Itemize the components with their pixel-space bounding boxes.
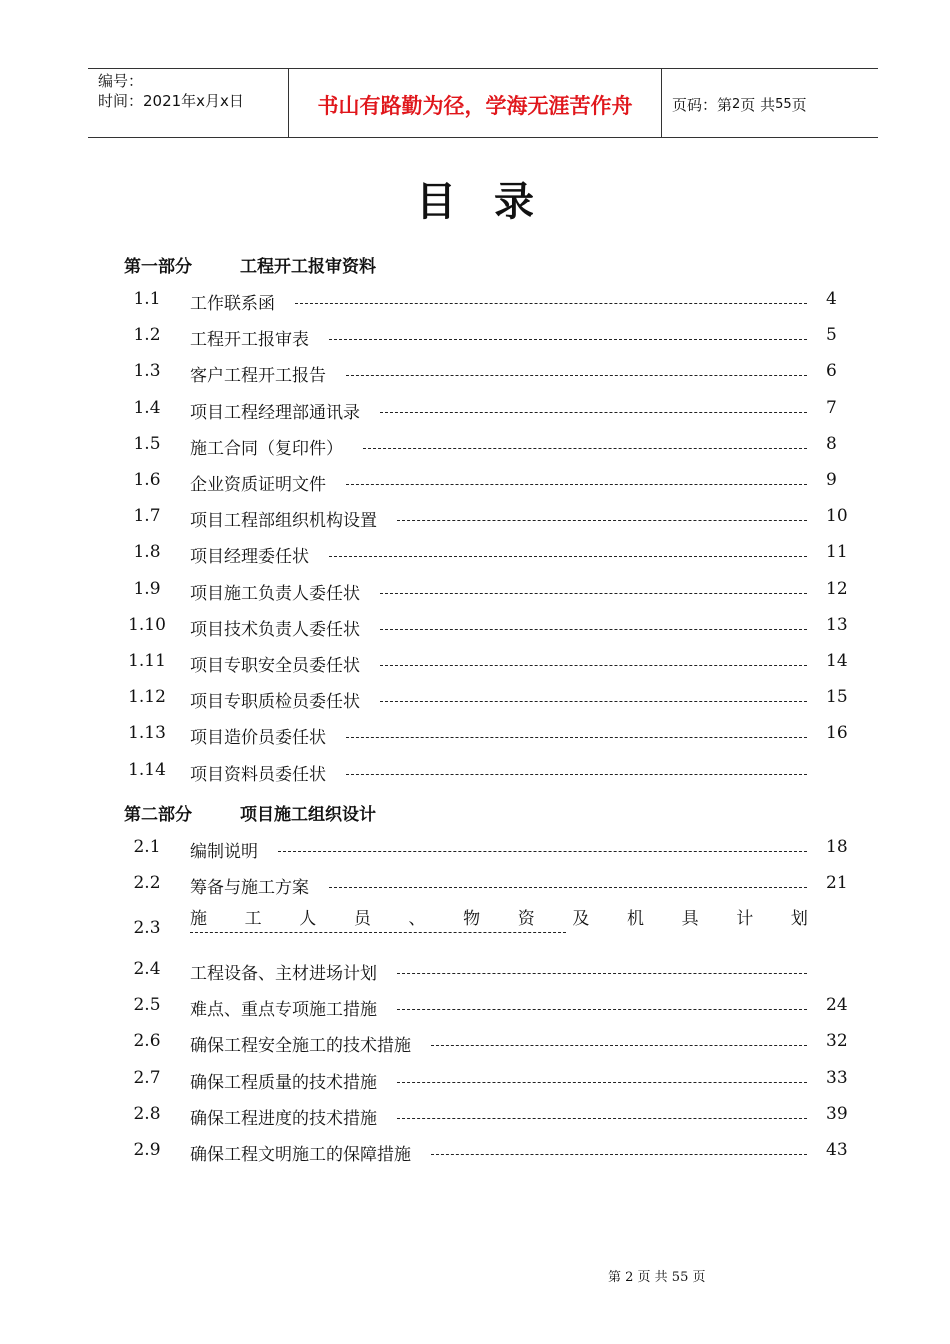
toc-number: 1.1 (133, 289, 161, 309)
toc-page-number: 5 (826, 325, 837, 346)
toc-text: 客户工程开工报告 (190, 366, 326, 387)
toc-row[interactable] (0, 325, 950, 351)
toc-page-number: 14 (826, 651, 848, 671)
toc-page-number: 39 (826, 1103, 848, 1124)
toc-number: 1.9 (133, 578, 161, 599)
toc-row[interactable] (0, 723, 950, 749)
toc-text-char: 具 (681, 909, 699, 929)
toc-leader (380, 412, 807, 413)
toc-number: 2.3 (133, 918, 161, 938)
toc-text-char: 施 (190, 909, 207, 929)
toc-text-char: 工 (244, 909, 262, 929)
toc-text-char: 、 (408, 909, 426, 929)
toc-text: 项目专职安全员委任状 (190, 656, 360, 676)
header-page-info (662, 69, 878, 137)
toc-leader (346, 737, 807, 738)
time-label: 时间：2021年x月x日 (98, 92, 244, 110)
toc-row[interactable] (0, 398, 950, 424)
toc-text: 工程开工报审表 (190, 330, 309, 351)
toc-row[interactable] (0, 760, 950, 786)
toc-number: 2.2 (133, 873, 161, 894)
toc-number: 1.2 (133, 325, 161, 346)
toc-number: 1.13 (128, 723, 166, 744)
toc-number: 1.8 (133, 542, 161, 563)
toc-text: 确保工程进度的技术措施 (190, 1108, 377, 1129)
toc-leader (380, 665, 807, 666)
toc-leader (190, 932, 566, 933)
toc-number: 1.12 (128, 687, 166, 708)
toc-row[interactable] (0, 687, 950, 713)
toc-number: 2.6 (133, 1031, 161, 1052)
toc-page-number: 33 (826, 1067, 848, 1088)
toc-leader (380, 629, 807, 630)
toc-leader (397, 1082, 807, 1083)
toc-number: 1.6 (133, 470, 161, 490)
toc-text: 项目造价员委任状 (190, 728, 326, 749)
part-label: 第二部分 (124, 805, 192, 825)
toc-leader (278, 851, 807, 852)
toc-text: 施工合同（复印件） (190, 438, 343, 459)
page-header (88, 68, 878, 138)
toc-text-char: 员 (353, 909, 371, 929)
toc-text: 筹备与施工方案 (190, 878, 309, 899)
toc-leader (329, 887, 807, 888)
toc-leader (329, 556, 807, 557)
page-mid: 页 共 (740, 95, 776, 114)
header-meta (88, 69, 289, 137)
page-prefix: 页码：第 (672, 95, 733, 114)
toc-text: 项目资料员委任状 (190, 764, 326, 785)
toc-page-number: 8 (826, 433, 837, 454)
toc-row[interactable] (0, 506, 950, 532)
toc-row[interactable] (0, 1031, 950, 1057)
toc-number: 2.1 (133, 837, 161, 857)
toc-page-number: 43 (826, 1140, 848, 1160)
toc-text: 难点、重点专项施工措施 (190, 1000, 377, 1021)
toc-page-number: 32 (826, 1031, 848, 1052)
toc-text: 项目施工负责人委任状 (190, 583, 360, 604)
toc-text-spread (190, 904, 808, 929)
page-number: 2 (732, 96, 741, 112)
toc-row[interactable] (0, 1068, 950, 1094)
toc-row[interactable] (0, 434, 950, 460)
toc-leader (346, 375, 807, 376)
toc-leader (431, 1045, 807, 1046)
toc-row[interactable] (0, 361, 950, 387)
toc-page-number: 10 (826, 506, 848, 527)
toc-text: 企业资质证明文件 (190, 475, 326, 495)
page-suffix: 页 (791, 95, 807, 114)
toc-text: 工程设备、主材进场计划 (190, 964, 377, 984)
toc-row[interactable] (0, 651, 950, 677)
toc-text: 项目专职质检员委任状 (190, 692, 360, 713)
toc-page-number: 6 (826, 361, 837, 382)
part-title: 工程开工报审资料 (240, 257, 376, 277)
toc-text-char: 划 (790, 909, 808, 929)
toc-text-char: 人 (299, 909, 317, 929)
page-total: 55 (775, 96, 792, 112)
toc-text-char: 资 (517, 909, 535, 929)
toc-text: 确保工程质量的技术措施 (190, 1072, 377, 1093)
page-footer: 第 2 页 共 55 页 (608, 1270, 706, 1285)
toc-text-char: 计 (736, 909, 754, 929)
toc-row-2-3[interactable] (0, 904, 950, 948)
toc-page-number: 4 (826, 289, 837, 309)
toc-page-number: 7 (826, 397, 837, 418)
toc-text: 确保工程文明施工的保障措施 (190, 1145, 411, 1165)
toc-number: 1.10 (128, 614, 166, 635)
toc-number: 1.14 (128, 759, 166, 780)
toc-row[interactable] (0, 579, 950, 605)
page-title: 目录 (416, 179, 572, 225)
toc-text: 确保工程安全施工的技术措施 (190, 1036, 411, 1057)
toc-row[interactable] (0, 615, 950, 641)
toc-row[interactable] (0, 837, 950, 863)
toc-number: 2.8 (133, 1103, 161, 1124)
toc-leader (397, 1118, 807, 1119)
toc-page-number: 18 (826, 837, 848, 857)
toc-text: 项目工程经理部通讯录 (190, 402, 360, 423)
toc-page-number: 21 (826, 873, 848, 894)
toc-leader (397, 520, 807, 521)
toc-number: 1.4 (133, 397, 161, 418)
toc-page-number: 15 (826, 687, 848, 708)
toc-row[interactable] (0, 289, 950, 315)
part-heading-2 (124, 800, 376, 825)
toc-leader (346, 774, 807, 775)
toc-number: 1.7 (133, 506, 161, 527)
toc-leader (431, 1154, 807, 1155)
toc-row[interactable] (0, 873, 950, 899)
toc-text-char: 物 (463, 909, 481, 929)
toc-leader (397, 973, 807, 974)
toc-leader (380, 701, 807, 702)
toc-text-char: 机 (627, 909, 644, 929)
toc-number: 1.11 (128, 651, 166, 671)
part-label: 第一部分 (124, 257, 192, 277)
toc-row[interactable] (0, 995, 950, 1021)
toc-number: 1.5 (133, 433, 161, 454)
toc-text: 编制说明 (190, 842, 258, 862)
toc-page-number: 12 (826, 578, 848, 599)
toc-page-number: 11 (826, 542, 848, 563)
toc-text: 项目工程部组织机构设置 (190, 511, 377, 532)
part-title: 项目施工组织设计 (240, 805, 376, 825)
toc-text: 工作联系函 (190, 294, 275, 314)
serial-label: 编号： (98, 72, 144, 90)
toc-number: 2.7 (133, 1067, 161, 1088)
toc-page-number: 16 (826, 723, 848, 744)
toc-text-char: 及 (572, 909, 590, 929)
toc-leader (295, 303, 807, 304)
toc-row[interactable] (0, 1104, 950, 1130)
toc-leader (397, 1009, 807, 1010)
toc-row[interactable] (0, 959, 950, 985)
toc-number: 2.9 (133, 1140, 161, 1160)
toc-leader (380, 593, 807, 594)
toc-row[interactable] (0, 542, 950, 568)
toc-text: 项目技术负责人委任状 (190, 619, 360, 640)
toc-number: 1.3 (133, 361, 161, 382)
toc-leader (346, 484, 807, 485)
toc-page-number: 9 (826, 470, 837, 490)
toc-number: 2.5 (133, 995, 161, 1016)
toc-page-number: 24 (826, 995, 848, 1016)
toc-page-number: 13 (826, 614, 848, 635)
toc-number: 2.4 (133, 959, 161, 979)
toc-leader (329, 339, 807, 340)
toc-row[interactable] (0, 470, 950, 496)
part-heading-1 (124, 252, 376, 277)
header-motto: 书山有路勤为径，学海无涯苦作舟 (289, 69, 662, 137)
toc-row[interactable] (0, 1140, 950, 1166)
toc-text: 项目经理委任状 (190, 547, 309, 568)
toc-leader (363, 448, 807, 449)
